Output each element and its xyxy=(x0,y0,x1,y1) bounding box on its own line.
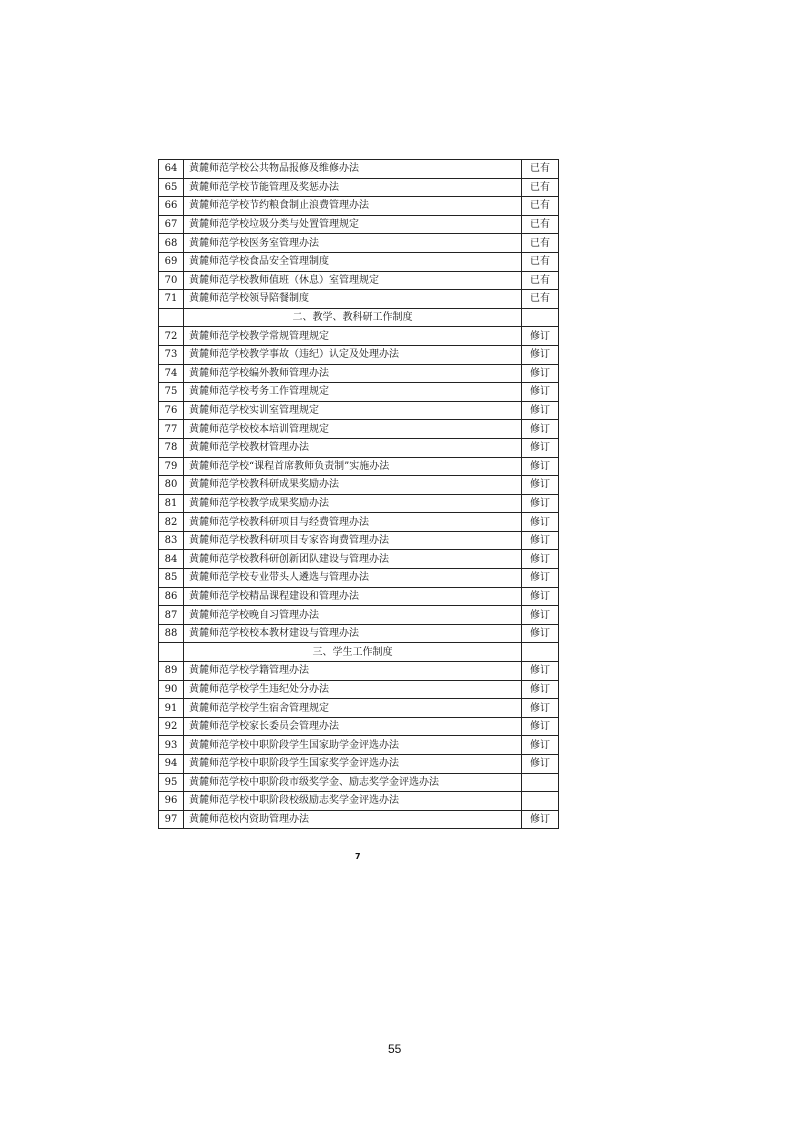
regulation-title-cell: 黄麓师范学校食品安全管理制度 xyxy=(184,252,522,271)
regulation-title-cell: 黄麓师范学校教科研成果奖励办法 xyxy=(184,476,522,495)
row-number-cell: 92 xyxy=(159,717,184,736)
status-cell: 修订 xyxy=(522,550,559,569)
table-row xyxy=(159,606,559,625)
status-cell: 修订 xyxy=(522,699,559,718)
regulation-title-cell: 黄麓师范学校中职阶段学生国家奖学金评选办法 xyxy=(184,755,522,774)
regulation-title-cell: 黄麓师范学校编外教师管理办法 xyxy=(184,364,522,383)
status-cell: 修订 xyxy=(522,327,559,346)
row-number-cell xyxy=(159,308,184,327)
regulation-title-cell: 黄麓师范学校实训室管理规定 xyxy=(184,401,522,420)
table-row xyxy=(159,438,559,457)
regulations-table xyxy=(158,159,559,829)
status-cell: 已有 xyxy=(522,178,559,197)
status-cell: 修订 xyxy=(522,736,559,755)
status-cell: 修订 xyxy=(522,717,559,736)
status-cell xyxy=(522,308,559,327)
row-number-cell: 83 xyxy=(159,531,184,550)
table-row xyxy=(159,755,559,774)
table-row xyxy=(159,550,559,569)
row-number-cell: 82 xyxy=(159,513,184,532)
regulation-title-cell: 黄麓师范学校精品课程建设和管理办法 xyxy=(184,587,522,606)
regulation-title-cell: 黄麓师范学校校本培训管理规定 xyxy=(184,420,522,439)
table-row xyxy=(159,345,559,364)
regulations-table-body xyxy=(159,160,559,829)
table-row xyxy=(159,457,559,476)
row-number-cell: 75 xyxy=(159,383,184,402)
regulation-title-cell: 黄麓师范学校校本教材建设与管理办法 xyxy=(184,624,522,643)
row-number-cell: 90 xyxy=(159,680,184,699)
section-header-row xyxy=(159,643,559,662)
regulation-title-cell: 黄麓师范学校教科研创新团队建设与管理办法 xyxy=(184,550,522,569)
row-number-cell: 89 xyxy=(159,662,184,681)
regulation-title-cell: 黄麓师范学校学生违纪处分办法 xyxy=(184,680,522,699)
table-row xyxy=(159,383,559,402)
regulation-title-cell: 黄麓师范学校家长委员会管理办法 xyxy=(184,717,522,736)
row-number-cell: 96 xyxy=(159,792,184,811)
status-cell: 修订 xyxy=(522,587,559,606)
status-cell: 已有 xyxy=(522,252,559,271)
table-row xyxy=(159,624,559,643)
row-number-cell: 79 xyxy=(159,457,184,476)
table-row xyxy=(159,197,559,216)
regulation-title-cell: 黄麓师范学校中职阶段市级奖学金、励志奖学金评选办法 xyxy=(184,773,522,792)
table-row xyxy=(159,736,559,755)
status-cell: 修订 xyxy=(522,494,559,513)
row-number-cell: 69 xyxy=(159,252,184,271)
row-number-cell: 77 xyxy=(159,420,184,439)
regulation-title-cell: 黄麓师范学校领导陪餐制度 xyxy=(184,290,522,309)
row-number-cell: 70 xyxy=(159,271,184,290)
row-number-cell: 68 xyxy=(159,234,184,253)
regulation-title-cell: 黄麓师范学校公共物品报修及维修办法 xyxy=(184,160,522,179)
page-number: 55 xyxy=(388,1042,402,1056)
row-number-cell xyxy=(159,643,184,662)
inner-page-mark: 7 xyxy=(355,852,361,861)
regulation-title-cell: 黄麓师范学校中职阶段学生国家助学金评选办法 xyxy=(184,736,522,755)
regulation-title-cell: 黄麓师范学校教学常规管理规定 xyxy=(184,327,522,346)
table-row xyxy=(159,234,559,253)
row-number-cell: 93 xyxy=(159,736,184,755)
regulation-title-cell: 黄麓师范学校教师值班（休息）室管理规定 xyxy=(184,271,522,290)
status-cell: 已有 xyxy=(522,197,559,216)
table-row xyxy=(159,364,559,383)
regulation-title-cell: 黄麓师范学校晚自习管理办法 xyxy=(184,606,522,625)
regulation-title-cell: 黄麓师范学校教学事故（违纪）认定及处理办法 xyxy=(184,345,522,364)
status-cell: 修订 xyxy=(522,755,559,774)
table-row xyxy=(159,494,559,513)
row-number-cell: 95 xyxy=(159,773,184,792)
status-cell: 修订 xyxy=(522,606,559,625)
status-cell: 修订 xyxy=(522,364,559,383)
row-number-cell: 88 xyxy=(159,624,184,643)
regulation-title-cell: 黄麓师范学校节约粮食制止浪费管理办法 xyxy=(184,197,522,216)
status-cell: 修订 xyxy=(522,662,559,681)
row-number-cell: 74 xyxy=(159,364,184,383)
regulation-title-cell: 黄麓师范学校教材管理办法 xyxy=(184,438,522,457)
row-number-cell: 94 xyxy=(159,755,184,774)
row-number-cell: 84 xyxy=(159,550,184,569)
status-cell: 已有 xyxy=(522,215,559,234)
table-row xyxy=(159,271,559,290)
regulation-title-cell: 黄麓师范学校专业带头人遴选与管理办法 xyxy=(184,569,522,588)
regulation-title-cell: 黄麓师范学校医务室管理办法 xyxy=(184,234,522,253)
row-number-cell: 80 xyxy=(159,476,184,495)
row-number-cell: 76 xyxy=(159,401,184,420)
row-number-cell: 64 xyxy=(159,160,184,179)
status-cell: 修订 xyxy=(522,476,559,495)
status-cell: 已有 xyxy=(522,290,559,309)
status-cell: 已有 xyxy=(522,271,559,290)
status-cell: 修订 xyxy=(522,569,559,588)
status-cell xyxy=(522,643,559,662)
status-cell: 修订 xyxy=(522,810,559,829)
row-number-cell: 71 xyxy=(159,290,184,309)
table-row xyxy=(159,662,559,681)
table-row xyxy=(159,178,559,197)
status-cell: 修订 xyxy=(522,680,559,699)
status-cell: 修订 xyxy=(522,624,559,643)
regulation-title-cell: 黄麓师范学校节能管理及奖惩办法 xyxy=(184,178,522,197)
regulation-title-cell: 黄麓师范学校教学成果奖励办法 xyxy=(184,494,522,513)
table-row xyxy=(159,327,559,346)
row-number-cell: 66 xyxy=(159,197,184,216)
table-row xyxy=(159,513,559,532)
status-cell: 修订 xyxy=(522,531,559,550)
row-number-cell: 97 xyxy=(159,810,184,829)
status-cell: 修订 xyxy=(522,420,559,439)
regulation-title-cell: 黄麓师范学校教科研项目专家咨询费管理办法 xyxy=(184,531,522,550)
table-row xyxy=(159,680,559,699)
regulation-title-cell: 黄麓师范校内资助管理办法 xyxy=(184,810,522,829)
table-row xyxy=(159,587,559,606)
row-number-cell: 78 xyxy=(159,438,184,457)
row-number-cell: 91 xyxy=(159,699,184,718)
row-number-cell: 67 xyxy=(159,215,184,234)
table-row xyxy=(159,699,559,718)
table-row xyxy=(159,717,559,736)
section-header-row xyxy=(159,308,559,327)
row-number-cell: 87 xyxy=(159,606,184,625)
table-row xyxy=(159,420,559,439)
table-row xyxy=(159,252,559,271)
row-number-cell: 85 xyxy=(159,569,184,588)
status-cell: 修订 xyxy=(522,401,559,420)
table-row xyxy=(159,810,559,829)
table-row xyxy=(159,215,559,234)
regulation-title-cell: 黄麓师范学校考务工作管理规定 xyxy=(184,383,522,402)
status-cell xyxy=(522,792,559,811)
status-cell: 修订 xyxy=(522,513,559,532)
regulation-title-cell: 黄麓师范学校学籍管理办法 xyxy=(184,662,522,681)
regulation-title-cell: 黄麓师范学校学生宿舍管理规定 xyxy=(184,699,522,718)
regulation-title-cell: 黄麓师范学校教科研项目与经费管理办法 xyxy=(184,513,522,532)
regulation-title-cell: 黄麓师范学校中职阶段校级励志奖学金评选办法 xyxy=(184,792,522,811)
row-number-cell: 65 xyxy=(159,178,184,197)
row-number-cell: 73 xyxy=(159,345,184,364)
table-row xyxy=(159,531,559,550)
table-row xyxy=(159,401,559,420)
status-cell xyxy=(522,773,559,792)
section-title-cell: 二、教学、教科研工作制度 xyxy=(184,308,522,327)
status-cell: 修订 xyxy=(522,438,559,457)
table-row xyxy=(159,476,559,495)
status-cell: 修订 xyxy=(522,345,559,364)
table-row xyxy=(159,569,559,588)
table-row xyxy=(159,773,559,792)
section-title-cell: 三、学生工作制度 xyxy=(184,643,522,662)
regulation-title-cell: 黄麓师范学校垃圾分类与处置管理规定 xyxy=(184,215,522,234)
status-cell: 已有 xyxy=(522,234,559,253)
table-row xyxy=(159,160,559,179)
table-row xyxy=(159,290,559,309)
status-cell: 已有 xyxy=(522,160,559,179)
status-cell: 修订 xyxy=(522,383,559,402)
row-number-cell: 86 xyxy=(159,587,184,606)
status-cell: 修订 xyxy=(522,457,559,476)
regulation-title-cell: 黄麓师范学校“课程首席教师负责制”实施办法 xyxy=(184,457,522,476)
row-number-cell: 81 xyxy=(159,494,184,513)
table-row xyxy=(159,792,559,811)
row-number-cell: 72 xyxy=(159,327,184,346)
